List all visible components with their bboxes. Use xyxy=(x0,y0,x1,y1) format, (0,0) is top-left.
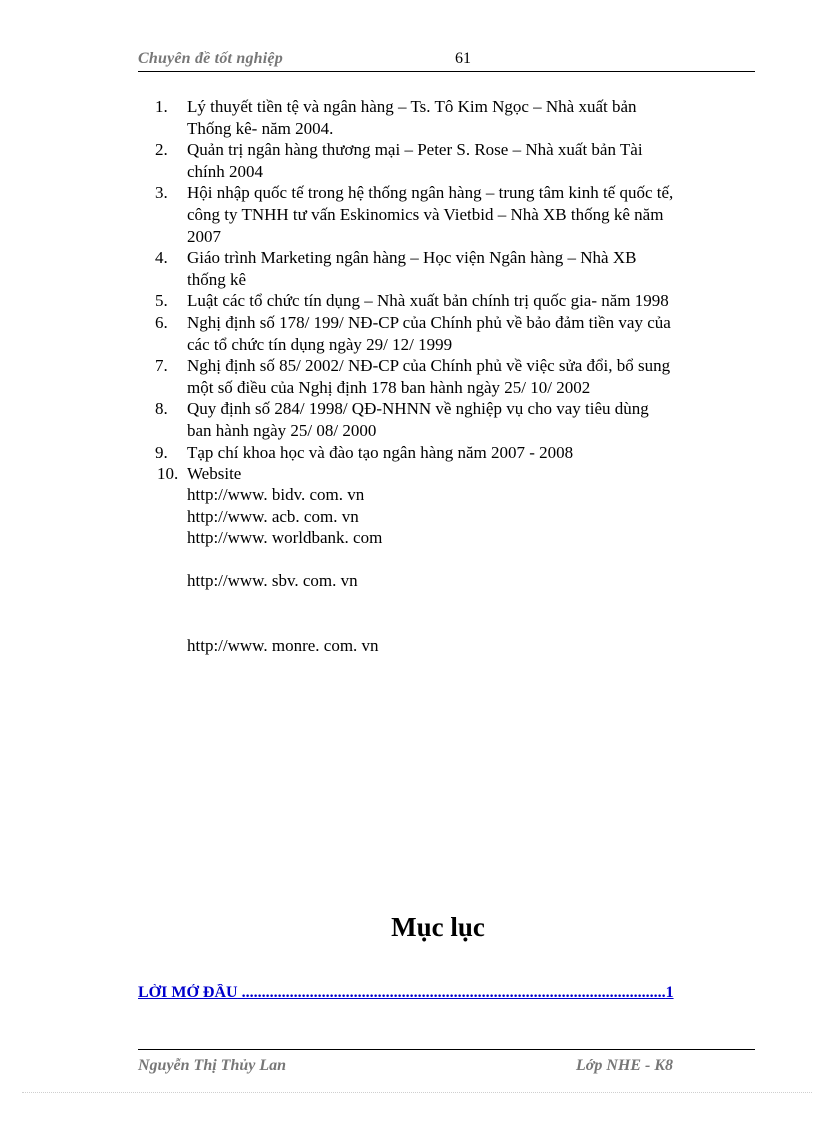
reference-text-line: Lý thuyết tiền tệ và ngân hàng – Ts. Tô Kim Ngọc – Nhà xuất bản xyxy=(187,97,637,116)
reference-text-line: Nghị định số 178/ 199/ NĐ-CP của Chính phủ về bảo đảm tiền vay của xyxy=(187,312,671,332)
website-link-bidv[interactable]: http://www. bidv. com. vn xyxy=(187,485,365,504)
reference-number: 1. xyxy=(155,97,168,116)
reference-item xyxy=(155,96,755,139)
reference-text-line: chính 2004 xyxy=(187,161,264,181)
reference-text-line: Thống kê- năm 2004. xyxy=(187,118,334,138)
header-divider xyxy=(138,71,755,72)
reference-number: 3. xyxy=(155,183,168,203)
reference-item xyxy=(155,139,755,182)
reference-number: 7. xyxy=(155,356,168,376)
reference-text-line: Hội nhập quốc tế trong hệ thống ngân hàng – trung tâm kinh tế quốc tế, xyxy=(187,183,674,203)
reference-item xyxy=(155,398,755,441)
reference-number: 10. xyxy=(157,464,179,484)
reference-item xyxy=(155,247,755,290)
reference-item xyxy=(155,442,755,464)
reference-number: 6. xyxy=(155,312,168,332)
toc-entry-page: 1 xyxy=(665,984,674,1001)
reference-text-line: công ty TNHH tư vấn Eskinomics và Vietbid – Nhà XB thống kê năm xyxy=(187,204,664,224)
reference-number: 2. xyxy=(155,140,168,160)
reference-text-line: Quản trị ngân hàng thương mại – Peter S. Rose – Nhà xuất bản Tài xyxy=(187,140,643,160)
reference-list xyxy=(155,96,755,485)
reference-text-line: ban hành ngày 25/ 08/ 2000 xyxy=(187,420,377,440)
footer-author: Nguyễn Thị Thủy Lan xyxy=(138,1057,287,1074)
reference-item xyxy=(155,290,755,312)
reference-text-line: Tạp chí khoa học và đào tạo ngân hàng năm 2007 - 2008 xyxy=(187,442,574,462)
reference-item xyxy=(155,463,755,485)
reference-number: 5. xyxy=(155,291,168,311)
reference-text-line: các tổ chức tín dụng ngày 29/ 12/ 1999 xyxy=(187,334,453,354)
footer-class: Lớp NHE - K8 xyxy=(576,1057,674,1074)
website-link-monre[interactable]: http://www. monre. com. vn xyxy=(187,636,379,655)
reference-number: 4. xyxy=(155,248,168,268)
reference-item xyxy=(155,312,755,355)
toc-title: Mục lục xyxy=(391,912,485,942)
reference-item xyxy=(155,182,755,247)
reference-number: 9. xyxy=(155,442,168,462)
reference-item xyxy=(155,355,755,398)
toc-entry-label: LỜI MỞ ĐẦU xyxy=(138,984,238,1001)
reference-text-line: thống kê xyxy=(187,269,247,289)
reference-text-line: một số điều của Nghị định 178 ban hành ngày 25/ 10/ 2002 xyxy=(187,377,591,397)
page-number: 61 xyxy=(455,50,471,67)
reference-text-line: 2007 xyxy=(187,226,221,246)
reference-text-line: Quy định số 284/ 1998/ QĐ-NHNN về nghiệp vụ cho vay tiêu dùng xyxy=(187,399,649,419)
reference-number: 8. xyxy=(155,399,168,419)
website-link-acb: http://www. acb. com. vn xyxy=(187,507,359,526)
reference-text-line: Website xyxy=(187,464,242,484)
header-title: Chuyên đề tốt nghiệp xyxy=(138,50,283,67)
website-link-worldbank: http://www. worldbank. com xyxy=(187,528,383,547)
reference-text-line: Giáo trình Marketing ngân hàng – Học viện Ngân hàng – Nhà XB xyxy=(187,248,637,268)
reference-text-line: Nghị định số 85/ 2002/ NĐ-CP của Chính phủ về việc sửa đổi, bổ sung xyxy=(187,356,671,376)
page-bottom-edge xyxy=(22,1092,812,1093)
toc-entry-loi-mo-dau[interactable] xyxy=(138,984,738,1002)
footer-divider xyxy=(138,1049,755,1050)
website-link-sbv[interactable]: http://www. sbv. com. vn xyxy=(187,571,358,590)
toc-entry-leader: .......................................................................................................... xyxy=(237,984,666,1001)
reference-text-line: Luật các tổ chức tín dụng – Nhà xuất bản chính trị quốc gia- năm 1998 xyxy=(187,291,669,311)
